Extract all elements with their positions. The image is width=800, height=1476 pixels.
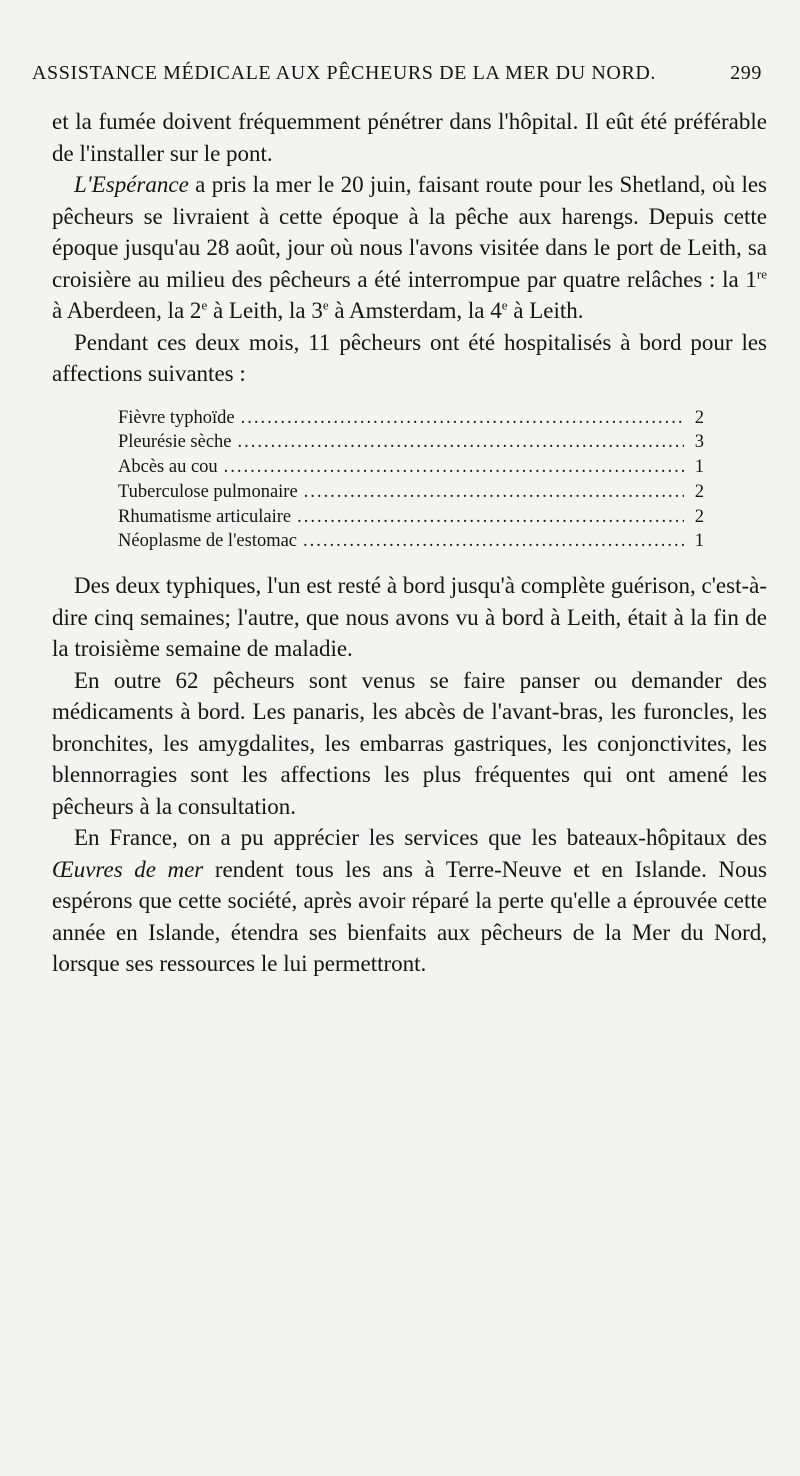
paragraph-2-text-a: a pris la mer le 20 juin, faisant route pour les Shetland, où les pêcheurs se livraient à cette époque à la pêche aux harengs. Depuis cette époque jusqu'au 28 août, jour où nous l'avons visitée dans le port de Leith, sa croisière au milieu des pêcheurs a été interrompue par quatre relâches : la 1 <box>52 172 767 292</box>
ship-name: L'Espérance <box>74 172 189 197</box>
affection-name: Fièvre typhoïde <box>118 407 235 428</box>
ordinal-3: e <box>322 297 329 313</box>
paragraph-2-text-d: à Amsterdam, la 4 <box>328 298 502 323</box>
ordinal-2: e <box>201 297 208 313</box>
running-title: ASSISTANCE MÉDICALE AUX PÊCHEURS DE LA MER DU NORD. <box>32 62 657 84</box>
affection-count: 1 <box>694 457 704 478</box>
dot-leader <box>224 455 684 480</box>
paragraph-2-text-c: à Leith, la 3 <box>207 298 323 323</box>
list-item <box>118 455 704 480</box>
paragraph-6-text-b: rendent tous les ans à Terre-Neuve et en Islande. Nous espérons que cette société, après avoir réparé la perte qu'elle a éprouvée cette année en Islande, étendra ses bienfaits aux pêcheurs de la Mer du Nord, lorsque ses ressources le lui permettront. <box>52 856 767 977</box>
affection-count: 3 <box>694 432 704 453</box>
paragraph-4: Des deux typhiques, l'un est resté à bord jusqu'à complète guérison, c'est-à-dire cinq semaines; l'autre, que nous avons vu à bord à Leith, était à la fin de la troisième semaine de maladie. <box>52 573 767 662</box>
affection-count: 1 <box>694 531 704 552</box>
running-header <box>32 62 762 85</box>
paragraph-2 <box>52 169 767 327</box>
paragraph-2-text-b: à Aberdeen, la 2 <box>52 298 202 323</box>
affection-name: Abcès au cou <box>118 457 218 478</box>
ordinal-1: re <box>756 265 767 281</box>
dot-leader <box>297 505 684 530</box>
list-item <box>118 480 704 505</box>
paragraph-6-text-a: En France, on a pu apprécier les services que les bateaux-hôpitaux des <box>74 825 767 851</box>
dot-leader <box>303 529 684 554</box>
ordinal-4: e <box>501 297 508 313</box>
dot-leader <box>304 480 684 505</box>
affection-name: Tuberculose pulmonaire <box>118 481 298 502</box>
dot-leader <box>238 430 684 455</box>
paragraph-5: En outre 62 pêcheurs sont venus se faire panser ou demander des médicaments à bord. Les panaris, les abcès de l'avant-bras, les furoncles, les bronchites, les amygdalites, les embarras gastriques, les conjonctivites, les blennorragies sont les affections les plus fréquentes qui ont amené les pêcheurs à la consultation. <box>52 667 767 819</box>
list-item <box>118 430 704 455</box>
affection-count: 2 <box>694 481 704 502</box>
affections-list <box>118 406 704 555</box>
work-title: Œuvres de mer <box>52 856 204 882</box>
list-item <box>118 529 704 554</box>
paragraph-6 <box>52 822 767 980</box>
affection-name: Rhumatisme articulaire <box>118 506 292 527</box>
dot-leader <box>241 406 684 431</box>
affection-name: Néoplasme de l'estomac <box>118 531 298 552</box>
paragraph-1: et la fumée doivent fréquemment pénétrer dans l'hôpital. Il eût été préférable de l'installer sur le pont. <box>52 109 767 166</box>
body-text <box>52 106 767 980</box>
paragraph-3: Pendant ces deux mois, 11 pêcheurs ont été hospitalisés à bord pour les affections suivantes : <box>52 329 767 386</box>
list-item <box>118 505 704 530</box>
paragraph-2-text-e: à Leith. <box>507 298 584 323</box>
affection-count: 2 <box>694 506 704 527</box>
affection-count: 2 <box>694 407 704 428</box>
affection-name: Pleurésie sèche <box>118 432 232 453</box>
list-item <box>118 406 704 431</box>
page-number: 299 <box>730 62 762 84</box>
